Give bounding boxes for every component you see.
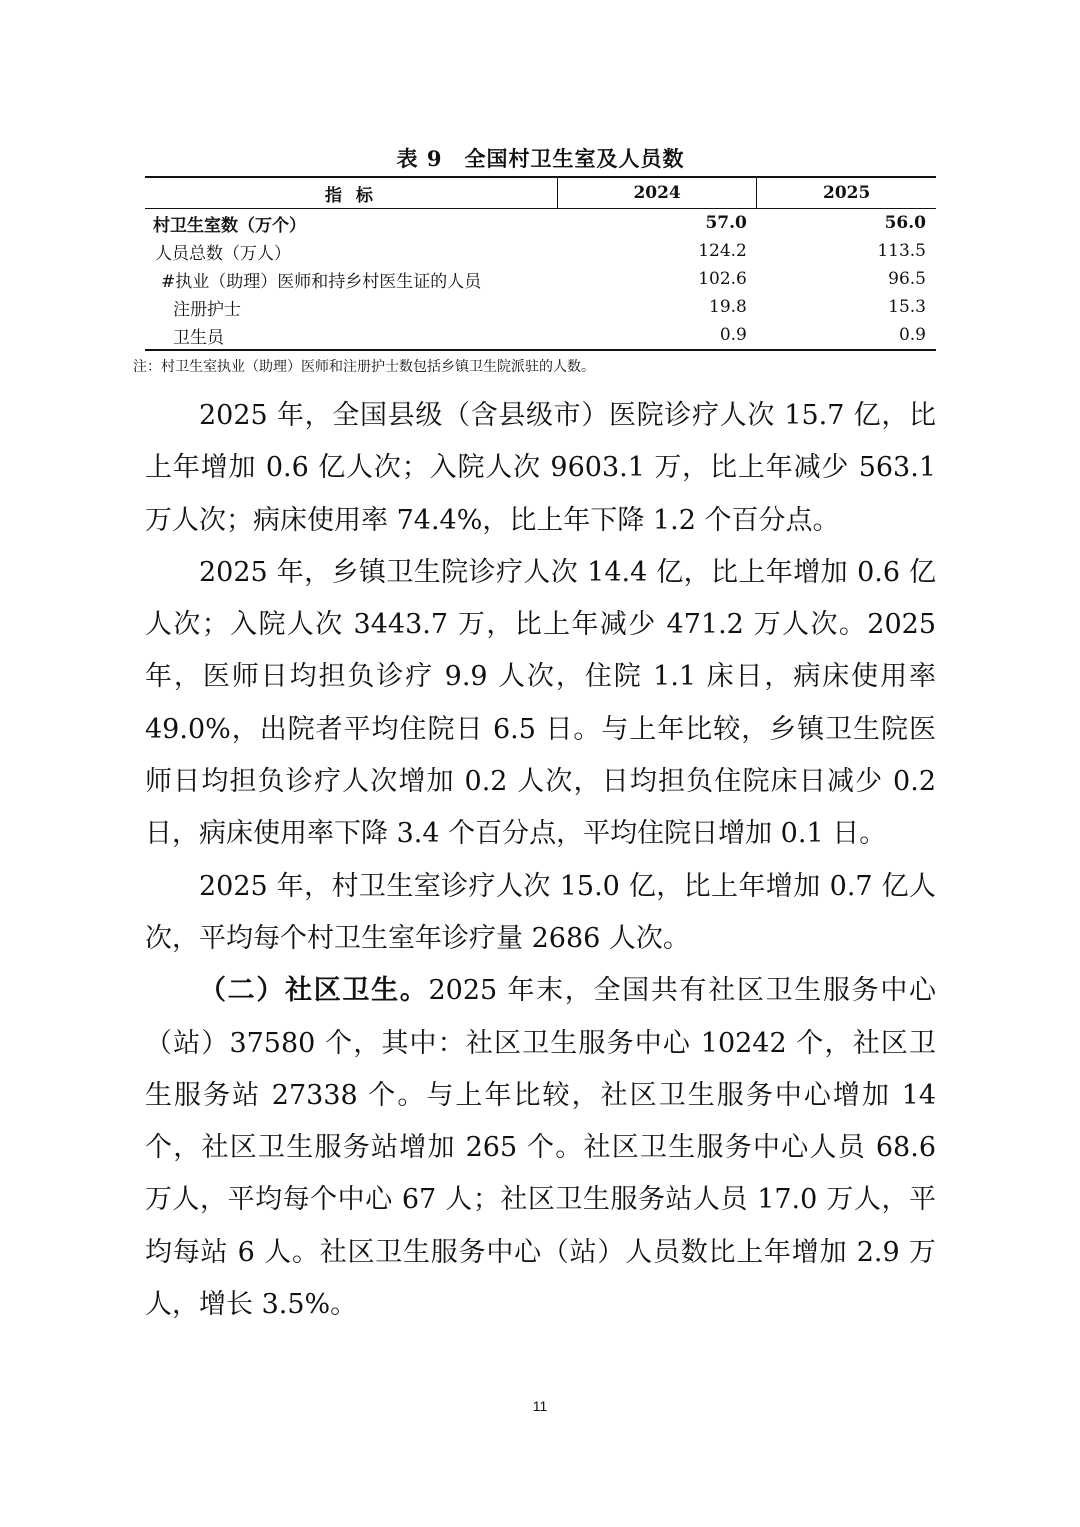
paragraph-county-hospitals: 2025 年，全国县级（含县级市）医院诊疗人次 15.7 亿，比上年增加 0.6 亿人次；入院人次 9603.1 万，比上年减少 563.1 万人次；病床使用率 74.4%，比上年下降 1.2 个百分点。 xyxy=(145,400,936,536)
row-value-2025: 113.5 xyxy=(877,241,926,261)
table-row xyxy=(145,265,936,293)
row-label: 人员总数（万人） xyxy=(155,243,291,264)
paragraph-village-clinics: 2025 年，村卫生室诊疗人次 15.0 亿，比上年增加 0.7 亿人次，平均每个村卫生室年诊疗量 2686 人次。 xyxy=(145,870,936,954)
header-indicator: 指 标 xyxy=(145,177,557,209)
section-body: 2025 年末，全国共有社区卫生服务中心（站）37580 个，其中：社区卫生服务中心 10242 个，社区卫生服务站 27338 个。与上年比较，社区卫生服务中心增加 14 个，社区卫生服务站增加 265 个。社区卫生服务中心人员 68.6 万人，平均每个中心 67 人；社区卫生服务站人员 17.0 万人，平均每站 6 人。社区卫生服务中心（站）人员数比上年增加 2.9 万人，增长 3.5%。 xyxy=(145,975,937,1321)
paragraph-township-health-centers: 2025 年，乡镇卫生院诊疗人次 14.4 亿，比上年增加 0.6 亿人次；入院人次 3443.7 万，比上年减少 471.2 万人次。2025 年，医师日均担负诊疗 9.9 人次，住院 1.1 床日，病床使用率 49.0%，出院者平均住院日 6.5 日。与上年比较，乡镇卫生院医师日均担负诊疗人次增加 0.2 人次，日均担负住院床日减少 0.2 日，病床使用率下降 3.4 个百分点，平均住院日增加 0.1 日。 xyxy=(145,556,936,850)
row-value-2025: 15.3 xyxy=(888,297,926,317)
row-value-2024: 102.6 xyxy=(698,269,747,289)
row-label: 注册护士 xyxy=(173,299,241,320)
page-number: 11 xyxy=(532,1398,548,1414)
row-value-2025: 56.0 xyxy=(884,213,926,233)
row-value-2025: 0.9 xyxy=(757,321,936,350)
table-note: 注：村卫生室执业（助理）医师和注册护士数包括乡镇卫生院派驻的人数。 xyxy=(133,359,595,375)
row-value-2024: 0.9 xyxy=(557,321,757,350)
row-label: 卫生员 xyxy=(145,321,557,350)
row-value-2024: 57.0 xyxy=(705,213,747,233)
row-value-2024: 124.2 xyxy=(698,241,747,261)
row-value-2024: 19.8 xyxy=(709,297,747,317)
table-row xyxy=(145,237,936,265)
statistics-table xyxy=(145,176,936,351)
table-row xyxy=(145,293,936,321)
paragraph-community-health xyxy=(145,965,936,1331)
row-label: #执业（助理）医师和持乡村医生证的人员 xyxy=(161,271,482,292)
body-text xyxy=(145,390,936,1331)
village-clinic-table xyxy=(145,176,936,351)
header-2025: 2025 xyxy=(757,177,936,209)
section-heading: （二）社区卫生。 xyxy=(199,975,429,1007)
row-value-2025: 96.5 xyxy=(888,269,926,289)
table-header-row xyxy=(145,177,936,209)
table-row xyxy=(145,209,936,238)
table-title: 表 9 全国村卫生室及人员数 xyxy=(396,146,685,171)
table-row xyxy=(145,321,936,350)
header-2024: 2024 xyxy=(557,177,757,209)
row-label: 村卫生室数（万个） xyxy=(153,215,306,236)
